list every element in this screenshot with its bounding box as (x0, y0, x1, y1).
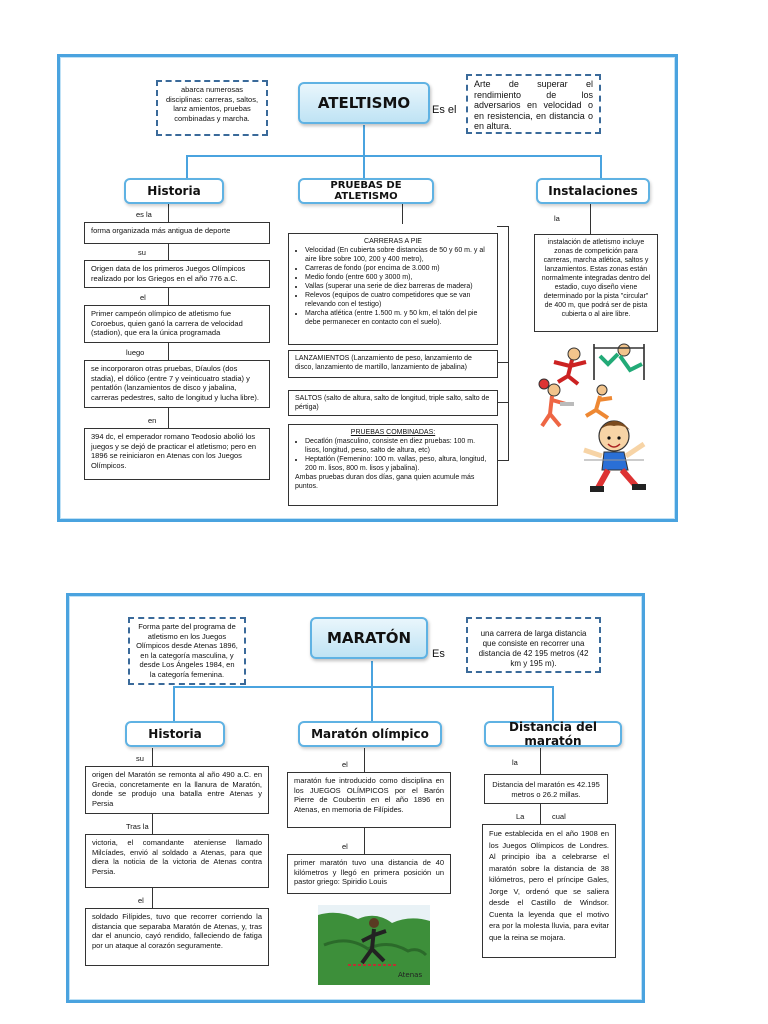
distancia-heading: Distancia del maratón (484, 721, 622, 747)
connector-text: cual (552, 812, 566, 821)
maraton-map-image (318, 905, 430, 985)
atletismo-disciplinas-note: abarca numerosas disciplinas: carreras, saltos, lanz amientos, pruebas combinadas y marcha. (156, 80, 268, 136)
es-el-connector: Es el (432, 104, 457, 116)
connector-text: su (136, 754, 144, 763)
maraton-programa-note: Forma parte del programa de atletismo en los Juegos Olímpicos desde Atenas 1896, en la categoría masculina, y desde Los Ángeles 1984, en la categoría femenina. (128, 617, 246, 685)
instalaciones-box: instalación de atletismo incluye zonas de competición para carreras, marcha atlética, saltos y lanzamientos. Estas zonas están normalmente integradas dentro del estadio, cuyo diseño viene determinado por la pista "circular" de 400 m, que podrá ser de pista cubierta o al aire libre. (534, 234, 658, 332)
list-item: • Carreras de fondo (por encima de 3.000 m) (305, 264, 491, 273)
athletes-illustration (524, 340, 664, 498)
carreras-a-pie-box (288, 233, 498, 345)
carreras-a-pie-title: CARRERAS A PIE (364, 238, 422, 245)
carreras-a-pie-list (295, 246, 491, 327)
lanzamientos-label: LANZAMIENTOS (295, 355, 350, 362)
saltos-text: (salto de altura, salto de longitud, triple salto, salto de pértiga) (295, 395, 490, 411)
historia-box-1: forma organizada más antigua de deporte (84, 222, 270, 244)
maraton-historia-box-1: origen del Maratón se remonta al año 490 a.C. en Grecia, concretamente en la llanura de Maratón, donde se produjo una batalla entre Atenas y Persia (85, 766, 269, 814)
atletismo-definition: Arte de superar el rendimiento de los adversarios en velocidad o en resistencia, en distancia o en altura. (466, 74, 601, 134)
distancia-box-1: Distancia del maratón es 42.195 metros o 26.2 millas. (484, 774, 608, 804)
map-caption: Atenas (398, 971, 423, 979)
maraton-olimpico-heading: Maratón olímpico (298, 721, 442, 747)
pruebas-heading: PRUEBAS DE ATLETISMO (298, 178, 434, 204)
maraton-olimpico-box-2: primer maratón tuvo una distancia de 40 kilómetros y llegó en primera posición un pastor griego: Spiridio Louis (287, 854, 451, 894)
historia-heading: Historia (124, 178, 224, 204)
instalaciones-heading: Instalaciones (536, 178, 650, 204)
jumper-figure (594, 344, 644, 380)
connector-text: el (342, 842, 348, 851)
connector-text: el (140, 293, 146, 302)
lanzamientos-text: (Lanzamiento de peso, lanzamiento de disco, lanzamiento de martillo, lanzamiento de jabalina) (295, 355, 472, 371)
connector-text: la (554, 214, 560, 223)
historia-box-2: Origen data de los primeros Juegos Olímpicos realizado por los Griegos en el año 776 a.C. (84, 260, 270, 288)
maraton-olimpico-box-1: maratón fue introducido como disciplina en los JUEGOS OLÍMPICOS por el Barón Pierre de Coubertin en el año 1896 en Atenas, en memoria de Filípides. (287, 772, 451, 828)
list-item: • Vallas (superar una serie de diez barreras de madera) (305, 282, 491, 291)
connector-text: es la (136, 210, 152, 219)
list-item: • Relevos (equipos de cuatro competidores que se van relevando con el testigo) (305, 291, 491, 309)
maraton-historia-heading: Historia (125, 721, 225, 747)
saltos-label: SALTOS (295, 395, 322, 402)
boy-runner-figure (584, 421, 646, 492)
connector-text: su (138, 248, 146, 257)
pruebas-combinadas-list (295, 437, 491, 473)
es-connector: Es (432, 648, 445, 660)
list-item: • Heptatlón (Femenino: 100 m. vallas, peso, altura, longitud, 200 m. lisos, 800 m. lisos y jabalina). (305, 455, 491, 473)
runner-figure (560, 385, 612, 418)
historia-box-4: se incorporaron otras pruebas, Díaulos (dos stadia), el dólico (entre 7 y veinticuatro stadia) y pentatlón (lanzamientos de disco y jabalina, carreras pedestres, salto de longitud y lucha libre). (84, 360, 270, 408)
connector-text: el (342, 760, 348, 769)
list-item: • Marcha atlética (entre 1.500 m. y 50 km, el talón del pie debe permanecer en contacto con el suelo). (305, 309, 491, 327)
list-item: • Velocidad (En cubierta sobre distancias de 50 y 60 m. y al aire libre sobre 100, 200 y 400 metro), (305, 246, 491, 264)
pruebas-combinadas-title: PRUEBAS COMBINADAS: (350, 429, 436, 436)
historia-box-3: Primer campeón olímpico de atletismo fue Coroebus, quien ganó la carrera de velocidad (stadion), que era la única programada (84, 305, 270, 343)
lanzamientos-box (288, 350, 498, 378)
hurdler-figure (554, 348, 586, 384)
list-item: • Decatlón (masculino, consiste en diez pruebas: 100 m. lisos, longitud, peso, salto de altura, etc) (305, 437, 491, 455)
saltos-box (288, 390, 498, 416)
maraton-definition: una carrera de larga distancia que consiste en recorrer una distancia de 42 195 metros (42 km y 195 m). (466, 617, 601, 673)
pruebas-combinadas-box (288, 424, 498, 506)
list-item: • Medio fondo (entre 600 y 3000 m), (305, 273, 491, 282)
connector-text: luego (126, 348, 145, 357)
connector-text: la (512, 758, 518, 767)
maraton-historia-box-3: soldado Filípides, tuvo que recorrer corriendo la distancia que separaba Maratón de Atenas, y, tras dar el anuncio, cayó rendido, falleciendo de fatiga por un ataque al corazón seguramente. (85, 908, 269, 966)
maraton-historia-box-2: victoria, el comandante ateniense llamado Milcíades, envió al soldado a Atenas, para que diera la noticia de la victoria de Atenas contra Persia. (85, 834, 269, 888)
historia-box-5: 394 dc, el emperador romano Teodosio abolió los juegos y se dejó de practicar el atletismo; pero en 1896 se reiniciaron en Atenas con los Juegos Olímpicos. (84, 428, 270, 480)
distancia-box-2: Fue establecida en el año 1908 en los Juegos Olímpicos de Londres. Al principio iba a celebrarse el maratón sobre la distancia de 38 kilómetros, pero el príncipe Gales, Jorge V, ordenó que se saliera desde el Castillo de Windsor. Cuenta la leyenda que el motivo era por la molesta lluvia, para evitar que la reina se mojara. (482, 824, 616, 958)
connector-text: La (516, 812, 525, 821)
atletismo-title: ATELTISMO (298, 82, 430, 124)
pruebas-combinadas-tail: Ambas pruebas duran dos días, gana quien acumule más puntos. (295, 474, 475, 490)
connector-text: en (148, 416, 157, 425)
connector-text: el (138, 896, 144, 905)
maraton-title: MARATÓN (310, 617, 428, 659)
connector-text: Tras la (126, 822, 149, 831)
